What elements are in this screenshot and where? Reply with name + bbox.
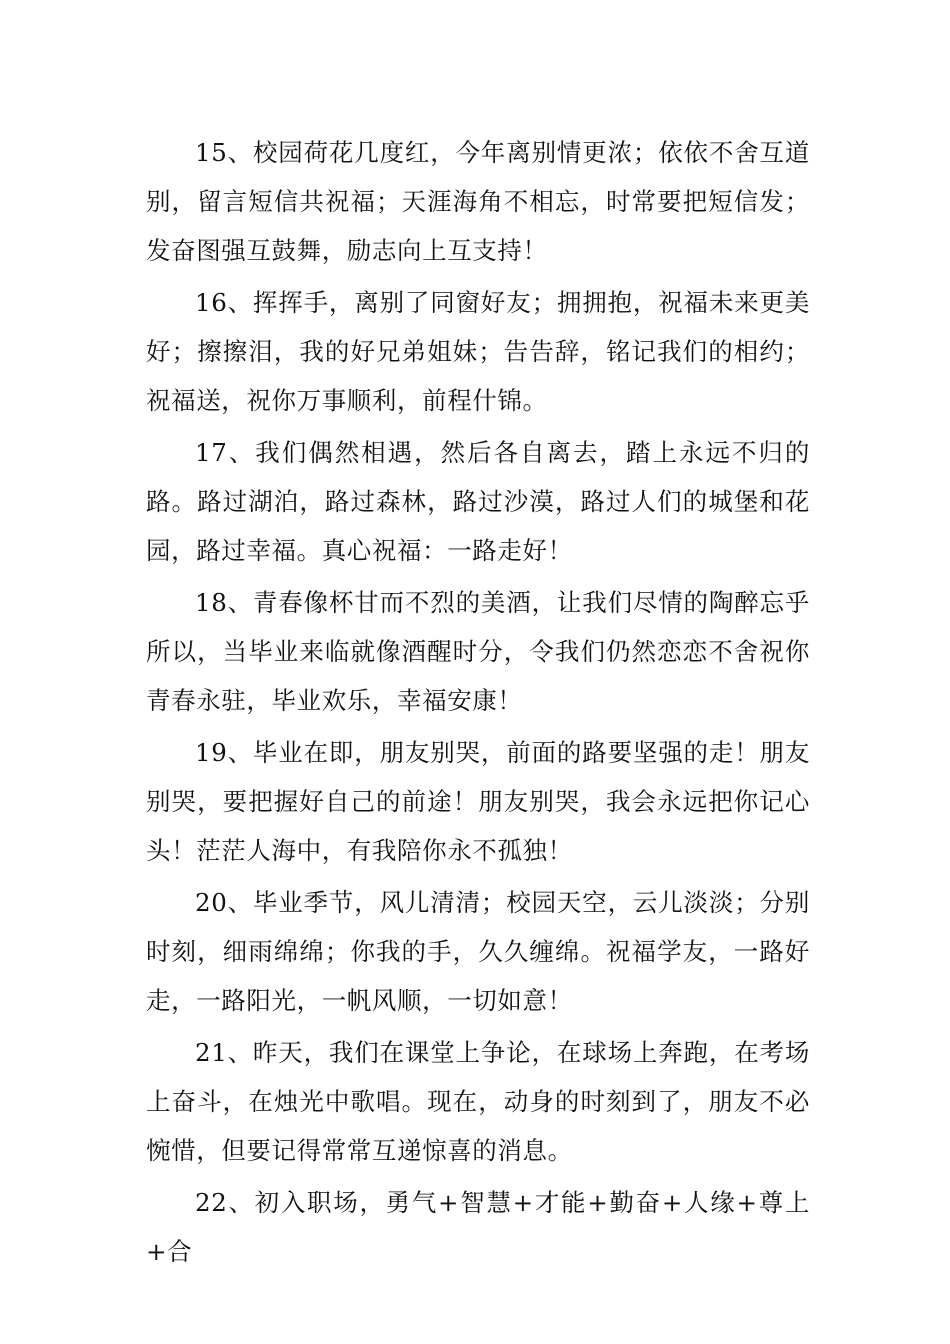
paragraph-22: 22、初入职场，勇气+智慧+才能+勤奋+人缘+尊上+合: [146, 1188, 810, 1266]
paragraph-19: 19、毕业在即，朋友别哭，前面的路要坚强的走！朋友别哭，要把握好自己的前途！朋友别哭，我会永远把你记心头！茫茫人海中，有我陪你永不孤独！: [146, 738, 810, 865]
paragraph-17: 17、我们偶然相遇，然后各自离去，踏上永远不归的路。路过湖泊，路过森林，路过沙漠，路过人们的城堡和花园，路过幸福。真心祝福：一路走好！: [146, 438, 810, 565]
paragraph-15: 15、校园荷花几度红，今年离别情更浓；依依不舍互道别，留言短信共祝福；天涯海角不相忘，时常要把短信发；发奋图强互鼓舞，励志向上互支持！: [146, 138, 810, 265]
document-body: [146, 128, 810, 1279]
paragraph-18: 18、青春像杯甘而不烈的美酒，让我们尽情的陶醉忘乎所以，当毕业来临就像酒醒时分，令我们仍然恋恋不舍祝你青春永驻，毕业欢乐，幸福安康！: [146, 588, 810, 715]
paragraph-20: 20、毕业季节，风儿清清；校园天空，云儿淡淡；分别时刻，细雨绵绵；你我的手，久久缠绵。祝福学友，一路好走，一路阳光，一帆风顺，一切如意！: [146, 888, 810, 1015]
paragraph-16: 16、挥挥手，离别了同窗好友；拥拥抱，祝福未来更美好；擦擦泪，我的好兄弟姐妹；告告辞，铭记我们的相约；祝福送，祝你万事顺利，前程什锦。: [146, 288, 810, 415]
paragraph-21: 21、昨天，我们在课堂上争论，在球场上奔跑，在考场上奋斗，在烛光中歌唱。现在，动身的时刻到了，朋友不必惋惜，但要记得常常互递惊喜的消息。: [146, 1038, 810, 1165]
